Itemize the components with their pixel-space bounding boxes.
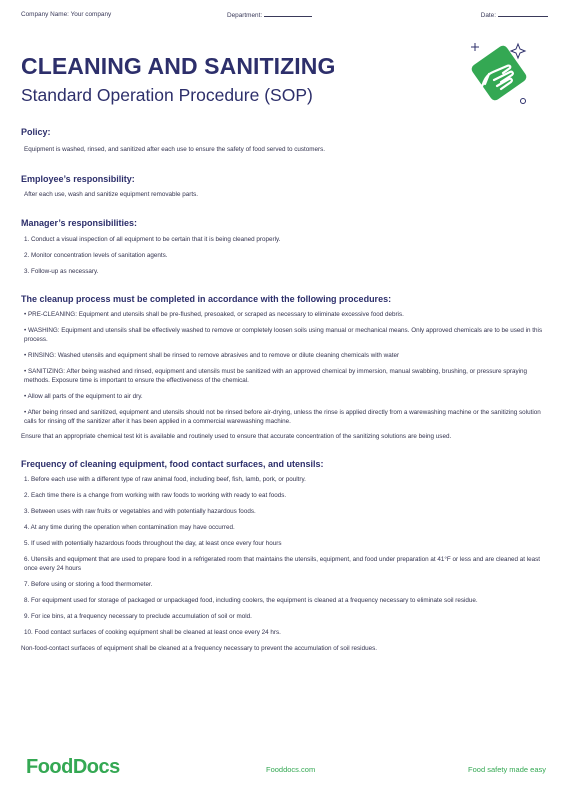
list-item: 9. For ice bins, at a frequency necessary to preclude accumulation of soil or mold. [24, 613, 252, 620]
list-item: 5. If used with potentially hazardous foods throughout the day, at least once every four hours [24, 540, 282, 547]
list-item: • WASHING: Equipment and utensils shall be effectively washed to remove or completely loosen soils using manual or mechanical means. Only approved chemicals are to be used in this process. [24, 327, 543, 343]
date-label: Date: [480, 12, 496, 19]
date-field [481, 11, 548, 19]
cleanup-note: Ensure that an appropriate chemical test kit is available and routinely used to ensure that accurate concentration of the sanitizing solutions are being used. [21, 433, 452, 440]
cleanup-heading: The cleanup process must be completed in accordance with the following procedures: [21, 294, 392, 304]
department-label: Department: [227, 12, 263, 19]
frequency-heading: Frequency of cleaning equipment, food contact surfaces, and utensils: [21, 459, 324, 469]
footer-website-link[interactable]: Fooddocs.com [266, 765, 316, 774]
cleaning-hand-icon [463, 38, 535, 110]
list-item: • Allow all parts of the equipment to air dry. [24, 393, 143, 400]
list-item: • SANITIZING: After being washed and rinsed, equipment and utensils must be sanitized with an approved chemical by immersion, manual swabbing, brushing, or pressure spraying methods. Exposure time is important to ensure the effectiveness of the chemical. [24, 368, 528, 384]
list-item: 10. Food contact surfaces of cooking equipment shall be cleaned at least once every 24 hrs. [24, 629, 281, 636]
list-item: 3. Between uses with raw fruits or vegetables and with potentially hazardous foods. [24, 508, 256, 515]
list-item: • RINSING: Washed utensils and equipment shall be rinsed to remove abrasives and to remove or dilute cleaning chemicals with water [24, 352, 400, 359]
list-item: 4. At any time during the operation when contamination may have occurred. [24, 524, 235, 531]
fooddocs-logo: FoodDocs [26, 756, 120, 778]
frequency-note: Non-food-contact surfaces of equipment shall be cleaned at a frequency necessary to prevent the accumulation of soil residues. [21, 645, 377, 652]
company-name-field [21, 11, 111, 18]
footer-tagline: Food safety made easy [468, 765, 546, 774]
policy-heading: Policy: [21, 127, 51, 137]
list-item: • PRE-CLEANING: Equipment and utensils shall be pre-flushed, presoaked, or scraped as necessary to eliminate excessive food debris. [24, 311, 404, 318]
list-item: 2. Monitor concentration levels of sanitation agents. [24, 252, 168, 259]
employee-heading: Employee’s responsibility: [21, 174, 135, 184]
page-title: CLEANING AND SANITIZING [21, 53, 336, 79]
department-blank-line [264, 11, 312, 17]
document-header [21, 11, 548, 23]
company-name-label: Company Name: Your company [21, 11, 112, 18]
policy-text: Equipment is washed, rinsed, and sanitized after each use to ensure the safety of food served to customers. [24, 146, 326, 153]
page-subtitle: Standard Operation Procedure (SOP) [21, 85, 313, 105]
list-item: 8. For equipment used for storage of packaged or unpackaged food, including coolers, the equipment is cleaned at a frequency necessary to eliminate soil residue. [24, 597, 478, 604]
list-item: 6. Utensils and equipment that are used to prepare food in a refrigerated room that maintains the utensils, equipment, and food under preparation at 41°F or less and are cleaned at least once every 24 hours [24, 556, 541, 572]
date-blank-line [498, 11, 548, 17]
list-item: 7. Before using or storing a food thermometer. [24, 581, 153, 588]
list-item: • After being rinsed and sanitized, equipment and utensils should not be rinsed before air-drying, unless the rinse is applied directly from a warewashing machine or the sanitizing solution calls for rinsing off the sanitizer after it has been applied in a commercial warewashing machine. [24, 409, 541, 425]
list-item: 3. Follow-up as necessary. [24, 268, 99, 275]
sop-content [21, 127, 548, 653]
department-field [227, 11, 312, 19]
list-item: 1. Before each use with a different type of raw animal food, including beef, fish, lamb, pork, or poultry. [24, 476, 306, 483]
list-item: 1. Conduct a visual inspection of all equipment to be certain that it is being cleaned properly. [24, 236, 281, 243]
manager-heading: Manager’s responsibilities: [21, 218, 138, 228]
employee-text: After each use, wash and sanitize equipment removable parts. [24, 191, 198, 198]
list-item: 2. Each time there is a change from working with raw foods to working with ready to eat foods. [24, 492, 287, 499]
